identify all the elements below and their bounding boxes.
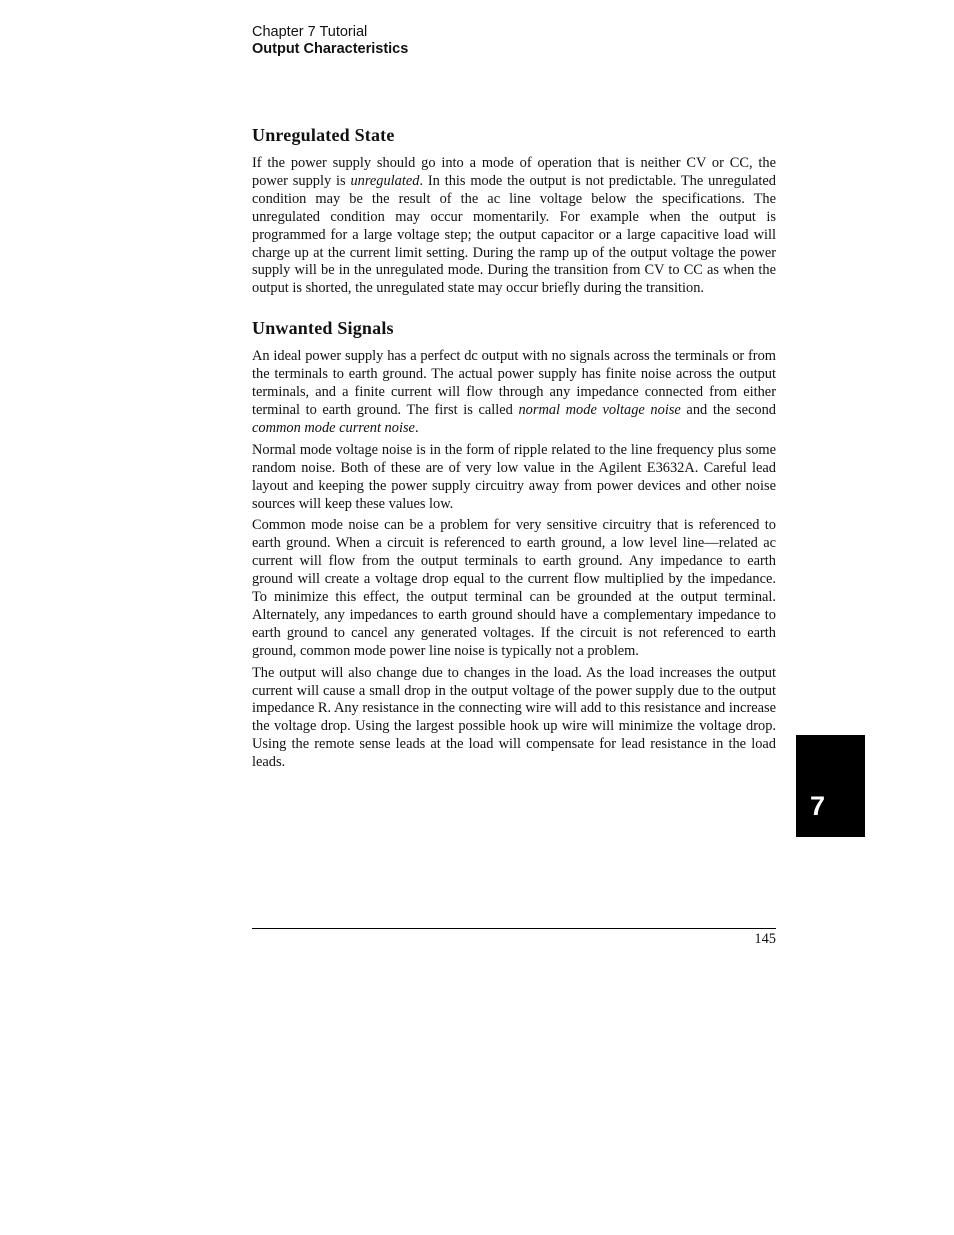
paragraph-normal-mode-noise: Normal mode voltage noise is in the form of ripple related to the line frequency plus some random noise. Both of these are of very low value in the Agilent E3632A. Careful lead layout and keeping the power supply circuitry away from power devices and other noise sources will keep these values low. bbox=[252, 441, 776, 512]
section-title: Output Characteristics bbox=[252, 41, 409, 57]
paragraph-common-mode-noise: Common mode noise can be a problem for very sensitive circuitry that is referenced to earth ground. When a circuit is referenced to earth ground, a low level line—related ac current will flow from the output terminals to earth ground. Any impedance to earth ground will create a voltage drop equal to the current flow multiplied by the impedance. To minimize this effect, the output terminal can be grounded at the output terminal. Alternately, any impedances to earth ground should have a complementary impedance to earth ground to cancel any generated voltages. If the circuit is not referenced to earth ground, common mode power line noise is typically not a problem. bbox=[252, 517, 776, 659]
emphasis-unregulated: unregulated bbox=[350, 172, 420, 189]
paragraph-text: An ideal power supply has a perfect dc output with no signals across the terminals or from the terminals to earth ground. The actual power supply has finite noise across the output terminals, and a finite current will flow through any impedance connected from either terminal to earth ground. The first is called bbox=[252, 348, 776, 418]
chapter-tab bbox=[796, 735, 865, 837]
paragraph-ideal-supply bbox=[252, 348, 776, 438]
paragraph-load-changes: The output will also change due to changes in the load. As the load increases the output current will cause a small drop in the output voltage of the power supply due to the output impedance R. Any resistance in the connecting wire will add to this resistance and increase the voltage drop. Using the largest possible hook up wire will minimize the voltage drop. Using the remote sense leads at the load will compensate for lead resistance in the load leads. bbox=[252, 664, 776, 771]
paragraph-text: . bbox=[414, 419, 419, 436]
paragraph-text: and the second bbox=[680, 401, 776, 418]
paragraph-text: . In this mode the output is not predictable. The unregulated condition may be the result of the ac line voltage below the specifications. The unregulated condition may occur momentarily. For example when the output is programmed for a large voltage step; the output capacitor or a large capacitive load will charge up at the current limit setting. During the ramp up of the output voltage the power supply will be in the unregulated mode. During the transition from CV to CC as when the output is shorted, the unregulated state may occur briefly during the transition. bbox=[252, 172, 777, 297]
chapter-tab-number: 7 bbox=[810, 791, 826, 821]
emphasis-common-mode: common mode current noise bbox=[252, 419, 415, 436]
heading-unregulated-state: Unregulated State bbox=[252, 125, 395, 145]
chapter-title: Chapter 7 Tutorial bbox=[252, 24, 368, 40]
page-number: 145 bbox=[754, 931, 776, 947]
running-header bbox=[252, 24, 408, 58]
footer-rule bbox=[252, 928, 776, 929]
paragraph-unregulated bbox=[252, 155, 776, 298]
heading-unwanted-signals: Unwanted Signals bbox=[252, 318, 394, 339]
page-body bbox=[252, 124, 776, 776]
emphasis-normal-mode: normal mode voltage noise bbox=[518, 401, 681, 418]
paragraph-text: If the power supply should go into a mode of operation that is neither CV or CC, the power supply is bbox=[252, 155, 776, 189]
